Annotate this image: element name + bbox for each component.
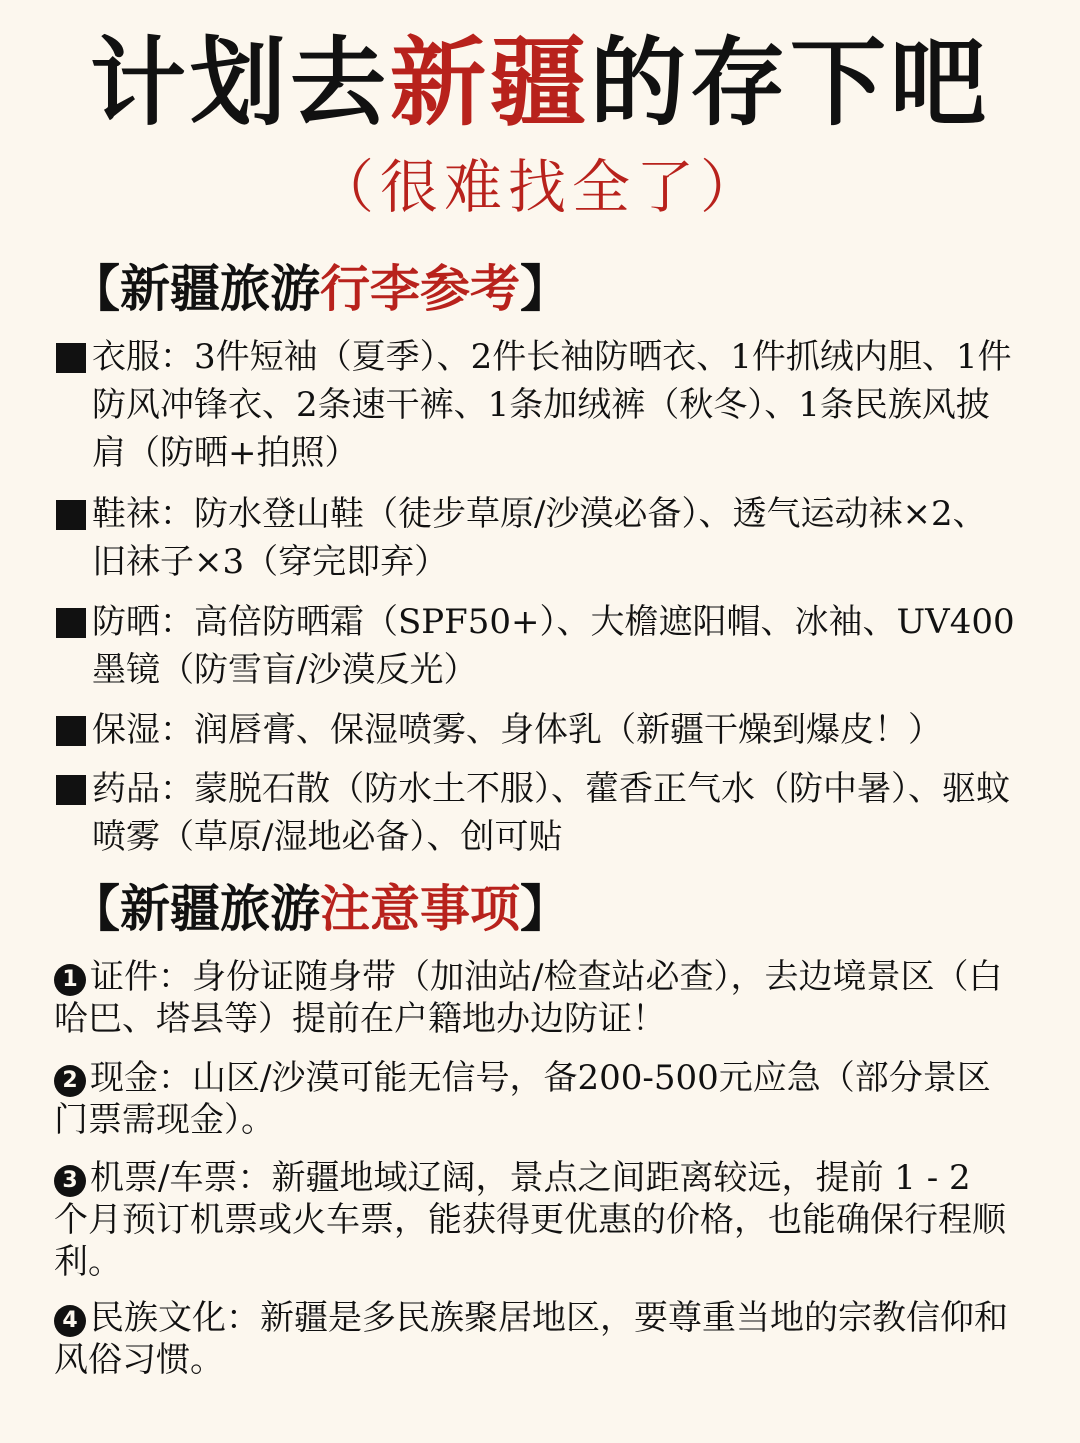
packing-heading-accent: 行李参考 — [320, 259, 520, 318]
packing-heading — [70, 258, 570, 320]
packing-item-text: 保湿：润唇膏、保湿喷雾、身体乳（新疆干燥到爆皮！） — [92, 710, 942, 750]
packing-heading-prefix: 【新疆旅游 — [70, 259, 320, 318]
packing-item-clothes — [56, 333, 1016, 477]
notes-heading-prefix: 【新疆旅游 — [70, 879, 320, 938]
packing-item-text: 衣服：3件短袖（夏季）、2件长袖防晒衣、1件抓绒内胆、1件防风冲锋衣、2条速干裤、1条加绒裤（秋冬）、1条民族风披肩（防晒+拍照） — [92, 337, 1012, 473]
square-bullet-icon — [56, 608, 86, 638]
note-item-documents — [54, 956, 1014, 1040]
number-badge-icon: 4 — [54, 1305, 86, 1337]
packing-item-text: 防晒：高倍防晒霜（SPF50+）、大檐遮阳帽、冰袖、UV400墨镜（防雪盲/沙漠反光） — [92, 602, 1015, 690]
square-bullet-icon — [56, 343, 86, 373]
notes-heading — [70, 878, 570, 940]
title-part2: 的存下吧 — [590, 27, 990, 139]
note-item-text: 机票/车票：新疆地域辽阔，景点之间距离较远，提前 1 - 2 个月预订机票或火车票，能获得更优惠的价格，也能确保行程顺利。 — [54, 1158, 1006, 1282]
page-subtitle: （很难找全了） — [315, 153, 764, 221]
packing-heading-suffix: 】 — [520, 259, 570, 318]
packing-item-text: 药品：蒙脱石散（防水土不服）、藿香正气水（防中暑）、驱蚊喷雾（草原/湿地必备）、创可贴 — [92, 769, 1010, 857]
title-part1: 计划去 — [90, 27, 390, 139]
packing-item-medicine — [56, 765, 1016, 861]
note-item-cash — [54, 1057, 1014, 1141]
page-title — [0, 28, 1080, 138]
number-badge-icon: 1 — [54, 964, 86, 996]
square-bullet-icon — [56, 716, 86, 746]
packing-item-text: 鞋袜：防水登山鞋（徒步草原/沙漠必备）、透气运动袜×2、旧袜子×3（穿完即弃） — [92, 494, 987, 582]
square-bullet-icon — [56, 775, 86, 805]
square-bullet-icon — [56, 500, 86, 530]
number-badge-icon: 2 — [54, 1065, 86, 1097]
notes-heading-suffix: 】 — [520, 879, 570, 938]
packing-item-moisturizing — [56, 706, 1016, 754]
note-item-text: 现金：山区/沙漠可能无信号，备200-500元应急（部分景区门票需现金）。 — [54, 1058, 991, 1140]
title-highlight: 新疆 — [390, 27, 590, 139]
note-item-text: 证件：身份证随身带（加油站/检查站必查），去边境景区（白哈巴、塔县等）提前在户籍地办边防证！ — [54, 957, 1003, 1039]
note-item-culture — [54, 1297, 1014, 1381]
notes-heading-accent: 注意事项 — [320, 879, 520, 938]
number-badge-icon: 3 — [54, 1165, 86, 1197]
packing-item-sunscreen — [56, 598, 1016, 694]
note-item-text: 民族文化：新疆是多民族聚居地区，要尊重当地的宗教信仰和风俗习惯。 — [54, 1298, 1008, 1380]
packing-item-shoes — [56, 490, 1016, 586]
note-item-tickets — [54, 1157, 1014, 1283]
